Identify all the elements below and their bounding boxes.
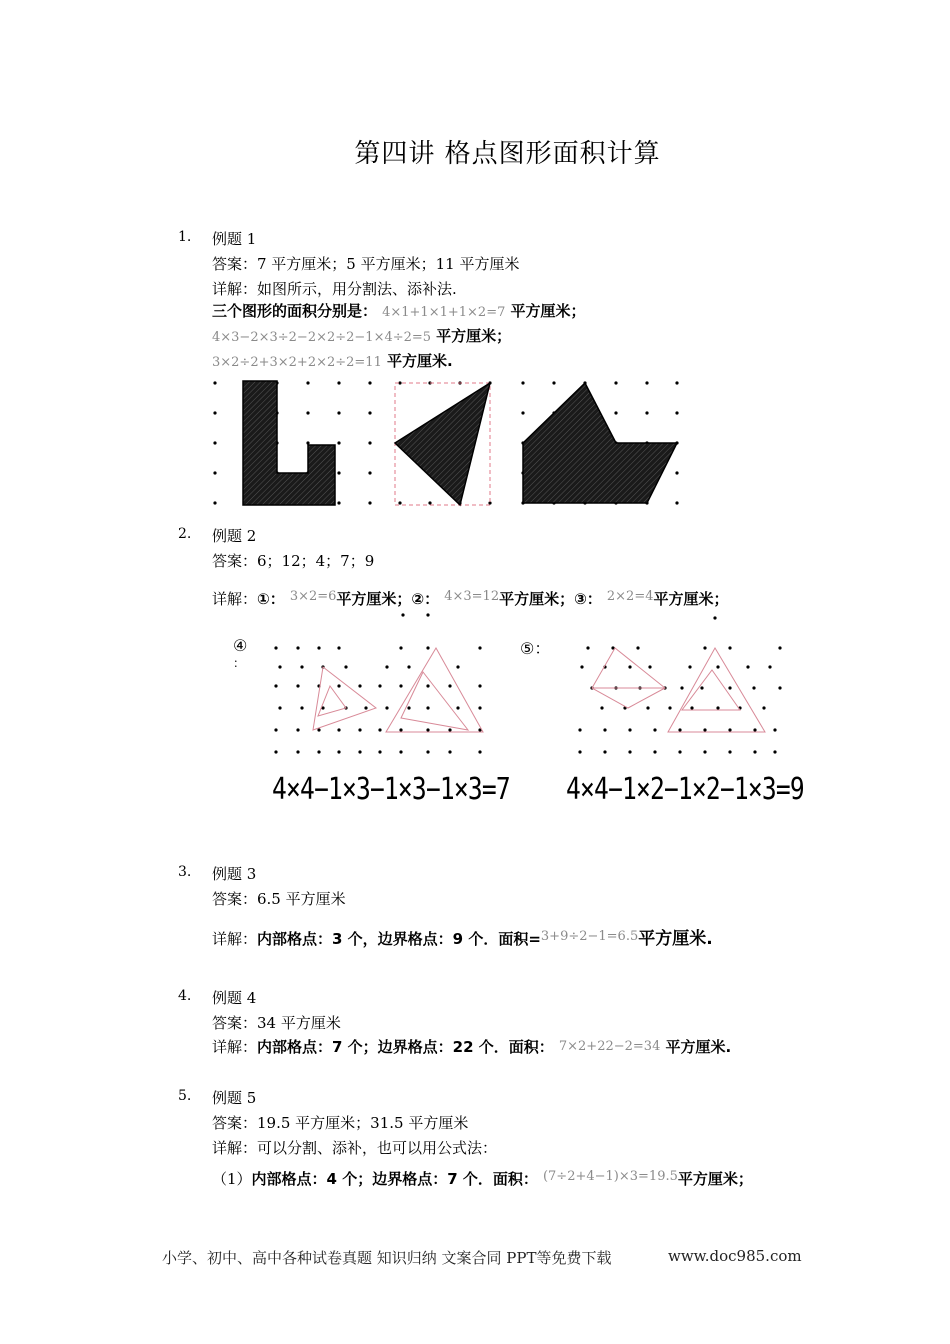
formula-2-1: 3×2=6	[289, 589, 337, 604]
answer-5: 答案：19.5 平方厘米；31.5 平方厘米	[212, 1114, 469, 1132]
footer-text: 小学、初中、高中各种试卷真题 知识归纳 文案合同 PPT等免费下载	[162, 1249, 612, 1267]
item-number-3: 3.	[178, 864, 192, 880]
detail-4	[212, 1036, 731, 1057]
example-heading-1: 例题 1	[212, 230, 257, 248]
example2-figure-5	[570, 610, 800, 760]
unit-1: 平方厘米；	[510, 302, 586, 320]
formula-2-2: 4×3=12	[444, 589, 500, 604]
triangle-shape	[395, 383, 490, 505]
unit-2: 平方厘米；	[436, 327, 512, 345]
unit-ex4: 平方厘米.	[665, 1038, 732, 1056]
circle-1-label: ①：	[257, 590, 285, 608]
figure-label-4: ④	[233, 636, 248, 655]
formula-2: 4×3−2×3÷2−2×2÷2−1×4÷2=5	[212, 330, 432, 345]
item-number-5: 5.	[178, 1088, 192, 1104]
answer-4: 答案：34 平方厘米	[212, 1014, 341, 1032]
formula-ex5: (7÷2+4−1)×3=19.5	[542, 1169, 678, 1184]
lattice-text-4: 内部格点：7 个；边界格点：22 个．面积：	[257, 1038, 554, 1056]
area-line-3	[212, 350, 453, 371]
footer-link[interactable]: www.doc985.com	[668, 1247, 802, 1265]
area-intro: 三个图形的面积分别是：	[212, 302, 378, 320]
item-number-1: 1.	[178, 229, 192, 245]
pentagon-shape	[523, 383, 677, 503]
detail-1: 详解：如图所示，用分割法、添补法.	[212, 280, 457, 298]
detail-prefix-2: 详解：	[212, 590, 258, 608]
part-prefix-5: （1）	[212, 1170, 252, 1188]
equation-5: 4×4−1×2−1×2−1×3=9	[566, 772, 804, 807]
formula-1: 4×1+1×1+1×2=7	[382, 305, 506, 320]
detail-5: 详解：可以分割、添补，也可以用公式法：	[212, 1139, 498, 1157]
item-number-2: 2.	[178, 526, 192, 542]
l-shape	[243, 381, 335, 505]
area-line-2	[212, 325, 511, 346]
detail-prefix-3: 详解：	[212, 930, 258, 948]
detail-2	[212, 588, 729, 609]
answer-2: 答案：6；12；4；7；9	[212, 552, 375, 570]
grid-dots-5	[578, 616, 781, 753]
answer-3: 答案：6.5 平方厘米	[212, 890, 346, 908]
page-title: 第四讲 格点图形面积计算	[354, 139, 661, 169]
figure-label-4-colon: ：	[233, 656, 246, 670]
item-number-4: 4.	[178, 988, 192, 1004]
answer-1: 答案：7 平方厘米；5 平方厘米；11 平方厘米	[212, 255, 520, 273]
example-heading-5: 例题 5	[212, 1089, 257, 1107]
lattice-text-5: 内部格点：4 个；边界格点：7 个．面积：	[251, 1170, 538, 1188]
unit-ex3: 平方厘米.	[638, 929, 713, 949]
detail-5-part1	[212, 1168, 753, 1189]
equation-4: 4×4−1×3−1×3−1×3=7	[272, 772, 510, 807]
example1-figures	[205, 375, 695, 515]
detail-prefix-4: 详解：	[212, 1038, 258, 1056]
unit-2-3: 平方厘米；	[653, 590, 729, 608]
unit-3: 平方厘米.	[386, 352, 453, 370]
lattice-text-3: 内部格点：3 个，边界格点：9 个．面积=	[257, 930, 541, 948]
unit-2-1: 平方厘米；②：	[336, 590, 440, 608]
grid-dots-4	[274, 613, 481, 753]
formula-ex3: 3+9÷2−1=6.5	[540, 929, 639, 944]
unit-2-2: 平方厘米；③：	[499, 590, 602, 608]
example2-figure-4	[268, 610, 498, 760]
example-heading-2: 例题 2	[212, 527, 257, 545]
detail-3	[212, 924, 713, 949]
area-line-1	[212, 300, 585, 321]
example-heading-4: 例题 4	[212, 989, 257, 1007]
formula-ex4: 7×2+22−2=34	[558, 1039, 661, 1054]
example-heading-3: 例题 3	[212, 865, 257, 883]
formula-3: 3×2÷2+3×2+2×2÷2=11	[212, 355, 382, 370]
figure-label-5: ⑤：	[520, 639, 551, 658]
formula-2-3: 2×2=4	[606, 589, 654, 604]
unit-ex5: 平方厘米；	[677, 1170, 753, 1188]
